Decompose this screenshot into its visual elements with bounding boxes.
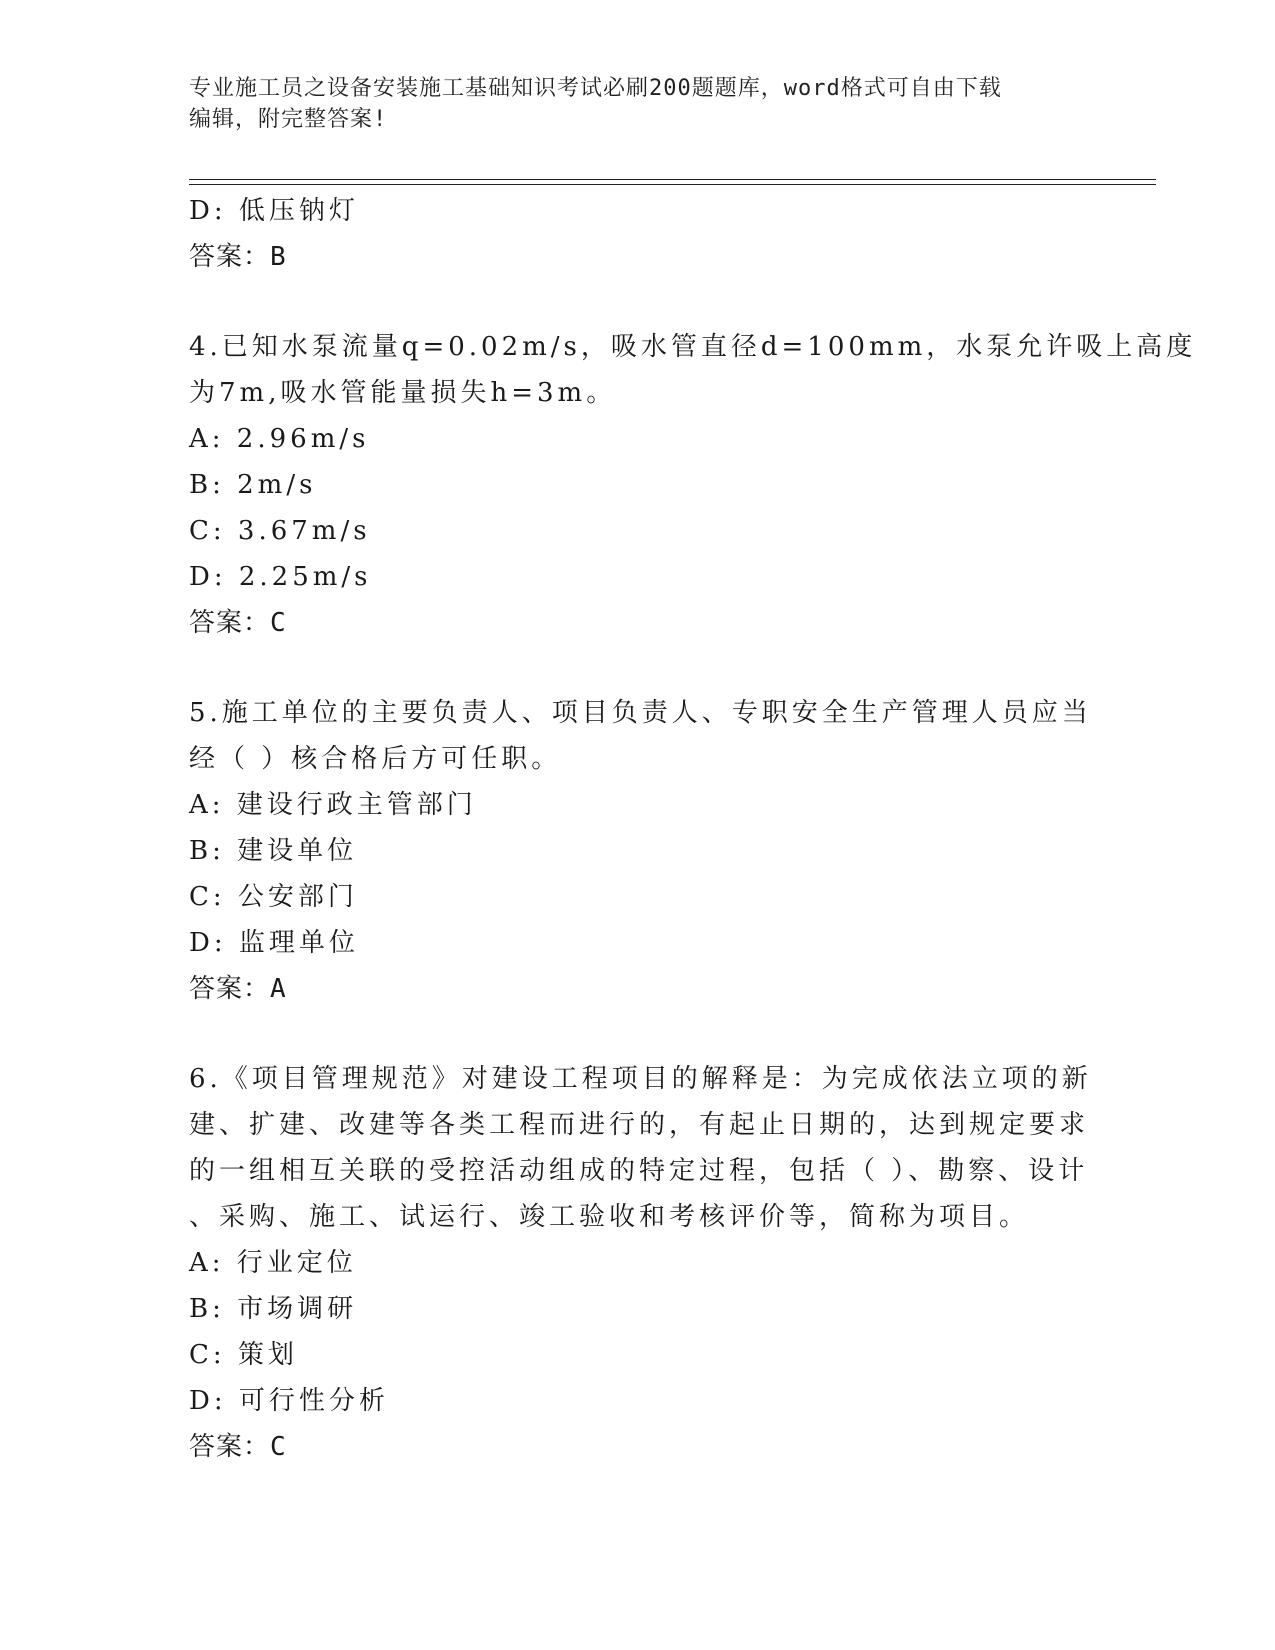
question-stem: 的一组相互关联的受控活动组成的特定过程，包括（ ）、勘察、设计: [189, 1156, 1089, 1186]
question-stem: 5.施工单位的主要负责人、项目负责人、专职安全生产管理人员应当: [189, 698, 1092, 728]
option-c: C: 策划: [189, 1340, 298, 1370]
question-stem: 建、扩建、改建等各类工程而进行的，有起止日期的，达到规定要求: [189, 1110, 1090, 1140]
option-b: B: 市场调研: [189, 1294, 358, 1324]
option-a: A: 2.96m/s: [189, 424, 370, 454]
option-b: B: 建设单位: [189, 836, 358, 866]
answer-line: 答案：A: [189, 974, 287, 1004]
spacer: [189, 280, 1079, 324]
answer-line: 答案：C: [189, 608, 287, 638]
option-a: A: 建设行政主管部门: [189, 790, 477, 820]
question-stem: 4.已知水泵流量q=0.02m/s，吸水管直径d=100mm，水泵允许吸上高度: [189, 332, 1197, 362]
answer-line: 答案：B: [189, 242, 287, 272]
option-a: A: 行业定位: [189, 1248, 357, 1278]
spacer: [189, 1012, 1079, 1056]
option-d: D: 可行性分析: [189, 1386, 389, 1416]
option-d: D: 监理单位: [189, 928, 359, 958]
header-title-line-2: 编辑，附完整答案!: [189, 107, 388, 132]
question-stem: 为7m,吸水管能量损失h=3m。: [189, 378, 617, 408]
option-c: C: 公安部门: [189, 882, 358, 912]
document-body: [189, 188, 1197, 1470]
question-stem: 经（ ）核合格后方可任职。: [189, 744, 562, 774]
option-d: D: 2.25m/s: [189, 562, 372, 592]
question-4: [189, 324, 1197, 646]
option-c: C: 3.67m/s: [189, 516, 371, 546]
answer-line: 答案：C: [189, 1432, 287, 1462]
question-stem: 、采购、施工、试运行、竣工验收和考核评价等，简称为项目。: [189, 1202, 1030, 1232]
question-6: [189, 1056, 1092, 1470]
question-5: [189, 690, 1092, 1012]
option-d: D: 低压钠灯: [189, 196, 359, 226]
question-stem: 6.《项目管理规范》对建设工程项目的解释是：为完成依法立项的新: [189, 1064, 1092, 1094]
option-b: B: 2m/s: [189, 470, 317, 500]
previous-question-fragment: [189, 188, 1079, 280]
page-header: [189, 73, 1079, 135]
header-divider: [189, 179, 1156, 185]
header-title-line-1: 专业施工员之设备安装施工基础知识考试必刷200题题库，word格式可自由下载: [189, 76, 1002, 101]
spacer: [189, 646, 1079, 690]
